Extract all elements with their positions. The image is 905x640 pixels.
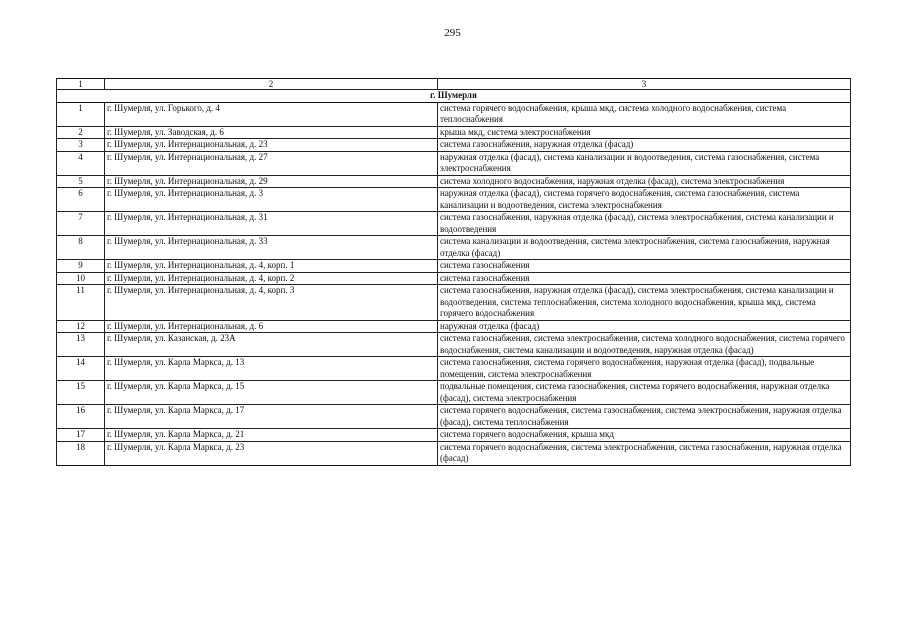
works-cell: наружная отделка (фасад), система горячего водоснабжения, система газоснабжения, система канализации и водоотведения, система электроснабжения: [438, 188, 851, 212]
works-cell: система горячего водоснабжения, система электроснабжения, система газоснабжения, наружная отделка (фасад): [438, 441, 851, 465]
column-number-1: 1: [57, 79, 105, 90]
table-row: [57, 126, 851, 139]
row-number-cell: 5: [57, 175, 105, 188]
works-cell: система газоснабжения, система электроснабжения, система холодного водоснабжения, система горячего водоснабжения, система канализации и водоотведения, наружная отделка (фасад): [438, 333, 851, 357]
address-cell: г. Шумерля, ул. Горького, д. 4: [105, 102, 438, 126]
works-cell: система газоснабжения: [438, 272, 851, 285]
row-number-cell: 10: [57, 272, 105, 285]
row-number-cell: 6: [57, 188, 105, 212]
table-row: [57, 285, 851, 321]
row-number-cell: 17: [57, 429, 105, 442]
address-cell: г. Шумерля, ул. Интернациональная, д. 23: [105, 139, 438, 152]
row-number-cell: 15: [57, 381, 105, 405]
address-cell: г. Шумерля, ул. Карла Маркса, д. 13: [105, 357, 438, 381]
address-cell: г. Шумерля, ул. Интернациональная, д. 33: [105, 236, 438, 260]
table-row: [57, 151, 851, 175]
works-cell: система горячего водоснабжения, крыша мкд: [438, 429, 851, 442]
address-cell: г. Шумерля, ул. Интернациональная, д. 6: [105, 320, 438, 333]
table-row: [57, 441, 851, 465]
table-row: [57, 272, 851, 285]
row-number-cell: 13: [57, 333, 105, 357]
address-cell: г. Шумерля, ул. Карла Маркса, д. 21: [105, 429, 438, 442]
table-row: [57, 320, 851, 333]
row-number-cell: 1: [57, 102, 105, 126]
table-row: [57, 102, 851, 126]
address-cell: г. Шумерля, ул. Карла Маркса, д. 15: [105, 381, 438, 405]
table-row: [57, 381, 851, 405]
table-row: [57, 333, 851, 357]
row-number-cell: 4: [57, 151, 105, 175]
row-number-cell: 16: [57, 405, 105, 429]
works-cell: наружная отделка (фасад): [438, 320, 851, 333]
table-row: [57, 188, 851, 212]
works-cell: система канализации и водоотведения, система электроснабжения, система газоснабжения, наружная отделка (фасад): [438, 236, 851, 260]
address-cell: г. Шумерля, ул. Интернациональная, д. 31: [105, 212, 438, 236]
table-row: [57, 357, 851, 381]
row-number-cell: 11: [57, 285, 105, 321]
works-cell: система газоснабжения: [438, 260, 851, 273]
row-number-cell: 18: [57, 441, 105, 465]
works-cell: крыша мкд, система электроснабжения: [438, 126, 851, 139]
works-cell: система холодного водоснабжения, наружная отделка (фасад), система электроснабжения: [438, 175, 851, 188]
registry-table: [56, 78, 851, 466]
works-cell: система газоснабжения, наружная отделка (фасад): [438, 139, 851, 152]
address-cell: г. Шумерля, ул. Интернациональная, д. 4, корп. 3: [105, 285, 438, 321]
address-cell: г. Шумерля, ул. Интернациональная, д. 29: [105, 175, 438, 188]
table-row: [57, 139, 851, 152]
table-row: [57, 405, 851, 429]
works-cell: наружная отделка (фасад), система канализации и водоотведения, система газоснабжения, система электроснабжения: [438, 151, 851, 175]
row-number-cell: 14: [57, 357, 105, 381]
address-cell: г. Шумерля, ул. Интернациональная, д. 27: [105, 151, 438, 175]
address-cell: г. Шумерля, ул. Казанская, д. 23А: [105, 333, 438, 357]
row-number-cell: 8: [57, 236, 105, 260]
group-header-row: [57, 90, 851, 103]
row-number-cell: 12: [57, 320, 105, 333]
works-cell: система газоснабжения, наружная отделка (фасад), система электроснабжения, система канализации и водоотведения, система теплоснабжения, система холодного водоснабжения, крыша мкд, система горячего водоснабжения: [438, 285, 851, 321]
row-number-cell: 2: [57, 126, 105, 139]
table-row: [57, 175, 851, 188]
works-cell: система газоснабжения, система горячего водоснабжения, наружная отделка (фасад), подвальные помещения, система электроснабжения: [438, 357, 851, 381]
address-cell: г. Шумерля, ул. Интернациональная, д. 3: [105, 188, 438, 212]
row-number-cell: 9: [57, 260, 105, 273]
works-cell: подвальные помещения, система газоснабжения, система горячего водоснабжения, наружная отделка (фасад), система электроснабжения: [438, 381, 851, 405]
row-number-cell: 3: [57, 139, 105, 152]
address-cell: г. Шумерля, ул. Интернациональная, д. 4, корп. 1: [105, 260, 438, 273]
column-number-3: 3: [438, 79, 851, 90]
works-cell: система газоснабжения, наружная отделка (фасад), система электроснабжения, система канализации и водоотведения: [438, 212, 851, 236]
column-number-2: 2: [105, 79, 438, 90]
works-cell: система горячего водоснабжения, система газоснабжения, система электроснабжения, наружная отделка (фасад), система теплоснабжения: [438, 405, 851, 429]
registry-table-body: [57, 79, 851, 466]
works-cell: система горячего водоснабжения, крыша мкд, система холодного водоснабжения, система теплоснабжения: [438, 102, 851, 126]
page-number: 295: [444, 27, 461, 39]
table-row: [57, 236, 851, 260]
address-cell: г. Шумерля, ул. Интернациональная, д. 4, корп. 2: [105, 272, 438, 285]
address-cell: г. Шумерля, ул. Карла Маркса, д. 17: [105, 405, 438, 429]
table-row: [57, 429, 851, 442]
group-title: г. Шумерля: [57, 90, 851, 103]
address-cell: г. Шумерля, ул. Заводская, д. 6: [105, 126, 438, 139]
row-number-cell: 7: [57, 212, 105, 236]
table-row: [57, 212, 851, 236]
column-number-row: [57, 79, 851, 90]
table-row: [57, 260, 851, 273]
address-cell: г. Шумерля, ул. Карла Маркса, д. 23: [105, 441, 438, 465]
